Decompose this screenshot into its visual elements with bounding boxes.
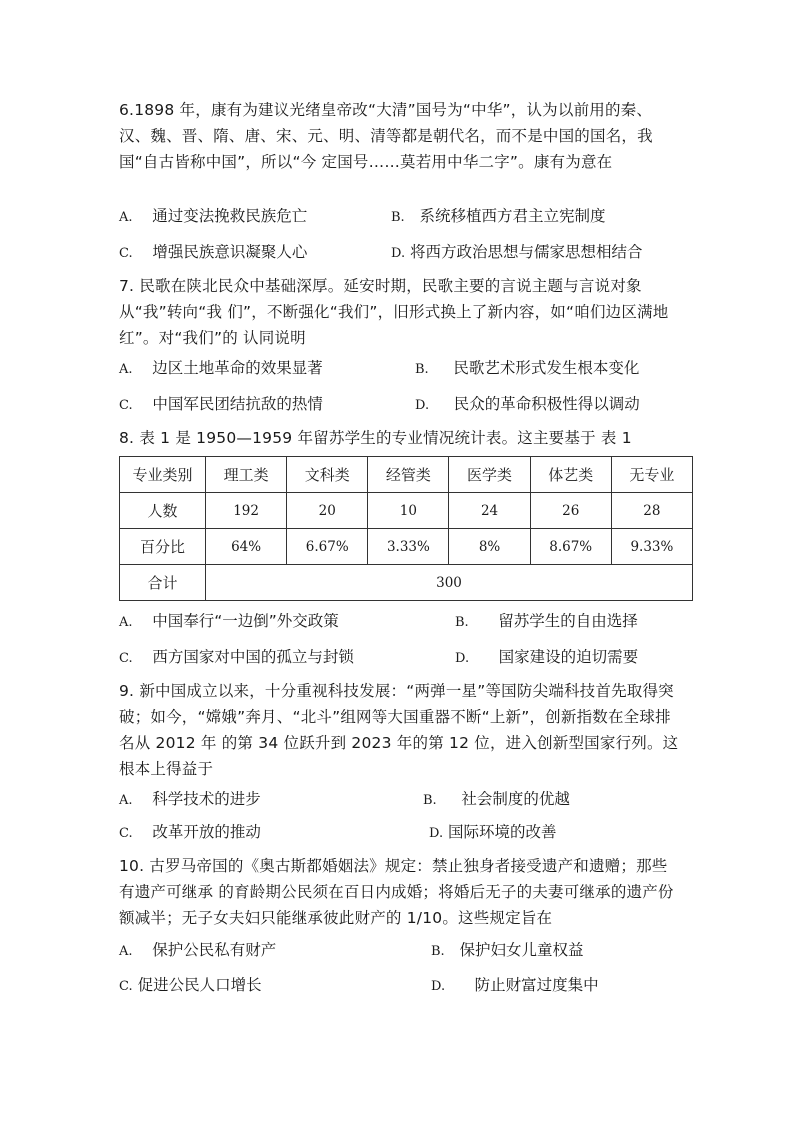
table-total-label: 合计 (120, 565, 206, 601)
q10-option-a[interactable]: A. 保护公民私有财产 (119, 941, 277, 959)
q6-option-c[interactable]: C. 增强民族意识凝聚人心 (119, 243, 308, 261)
table-header-cell: 专业类别 (120, 457, 206, 493)
table-row (120, 493, 693, 529)
question-9-options (119, 787, 699, 811)
table-header-cell: 无专业 (611, 457, 692, 493)
q8-option-b[interactable]: B. 留苏学生的自由选择 (455, 612, 638, 630)
table-header-cell: 医学类 (449, 457, 530, 493)
table-cell: 20 (287, 493, 368, 529)
question-8-options (119, 609, 699, 633)
q7-option-a[interactable]: A. 边区土地革命的效果显著 (119, 359, 323, 377)
question-6-options-2 (119, 240, 699, 264)
table-cell: 3.33% (368, 529, 449, 565)
table-cell: 9.33% (611, 529, 692, 565)
q10-option-c[interactable]: C. 促进公民人口增长 (119, 976, 262, 994)
q6-option-a[interactable]: A. 通过变法挽救民族危亡 (119, 207, 308, 225)
question-9-options-2 (119, 820, 699, 844)
q8-option-c[interactable]: C. 西方国家对中国的孤立与封锁 (119, 648, 354, 666)
question-9-stem: 9. 新中国成立以来，十分重视科技发展：“两弹一星”等国防尖端科技首先取得突破；如今，“嫦娥”奔月、“北斗”组网等大国重器不断“上新”，创新指数在全球排名从 2012 年 的第 34 位跃升到 2023 年的第 12 位，进入创新型国家行列。这根本上得益于 (119, 682, 679, 778)
table-cell: 6.67% (287, 529, 368, 565)
statistics-table (119, 456, 693, 601)
table-cell: 10 (368, 493, 449, 529)
table-header-cell: 理工类 (206, 457, 287, 493)
question-10-stem: 10. 古罗马帝国的《奥古斯都婚姻法》规定：禁止独身者接受遗产和遗赠；那些有遗产可继承 的育龄期公民须在百日内成婚；将婚后无子的夫妻可继承的遗产份额减半；无子女夫妇只能继承彼此财产的 1/10。这些规定旨在 (119, 857, 674, 927)
q6-option-b[interactable]: B. 系统移植西方君主立宪制度 (391, 207, 606, 225)
q7-option-b[interactable]: B. 民歌艺术形式发生根本变化 (415, 359, 640, 377)
question-6-options (119, 204, 699, 228)
q10-option-b[interactable]: B. 保护妇女儿童权益 (431, 941, 584, 959)
table-header-cell: 体艺类 (530, 457, 611, 493)
q6-option-d[interactable]: D. 将西方政治思想与儒家思想相结合 (391, 243, 643, 261)
table-total-value: 300 (206, 565, 693, 601)
question-6-stem: 6.1898 年，康有为建议光绪皇帝改“大清”国号为“中华”，认为以前用的秦、汉、魏、晋、隋、唐、宋、元、明、清等都是朝代名，而不是中国的国名，我国“自古皆称中国”，所以“今 定国号……莫若用中华二字”。康有为意在 (119, 101, 653, 171)
q7-option-d[interactable]: D. 民众的革命积极性得以调动 (415, 395, 640, 413)
q10-option-d[interactable]: D. 防止财富过度集中 (431, 976, 599, 994)
q8-option-d[interactable]: D. 国家建设的迫切需要 (455, 648, 639, 666)
table-cell: 26 (530, 493, 611, 529)
q8-option-a[interactable]: A. 中国奉行“一边倒”外交政策 (119, 612, 339, 630)
question-8-stem: 8. 表 1 是 1950—1959 年留苏学生的专业情况统计表。这主要基于 表 1 (119, 429, 632, 447)
question-7-stem: 7. 民歌在陕北民众中基础深厚。延安时期，民歌主要的言说主题与言说对象从“我”转向“我 们”，不断强化“我们”，旧形式换上了新内容，如“咱们边区满地红”。对“我们”的 认同说明 (119, 277, 669, 347)
q9-option-b[interactable]: B. 社会制度的优越 (423, 790, 570, 808)
q9-option-d[interactable]: D. 国际环境的改善 (429, 823, 557, 841)
table-cell: 64% (206, 529, 287, 565)
table-cell: 24 (449, 493, 530, 529)
q9-option-a[interactable]: A. 科学技术的进步 (119, 790, 261, 808)
table-header-row (120, 457, 693, 493)
question-10-options-2 (119, 973, 699, 997)
question-10-options (119, 938, 699, 962)
table-cell: 8% (449, 529, 530, 565)
question-8-options-2 (119, 645, 699, 669)
table-header-cell: 经管类 (368, 457, 449, 493)
question-7-options (119, 356, 699, 380)
table-cell: 28 (611, 493, 692, 529)
table-cell: 人数 (120, 493, 206, 529)
table-cell: 百分比 (120, 529, 206, 565)
table-cell: 192 (206, 493, 287, 529)
table-header-cell: 文科类 (287, 457, 368, 493)
table-row (120, 529, 693, 565)
q9-option-c[interactable]: C. 改革开放的推动 (119, 823, 261, 841)
q7-option-c[interactable]: C. 中国军民团结抗敌的热情 (119, 395, 323, 413)
table-cell: 8.67% (530, 529, 611, 565)
question-7-options-2 (119, 392, 699, 416)
table-total-row (120, 565, 693, 601)
